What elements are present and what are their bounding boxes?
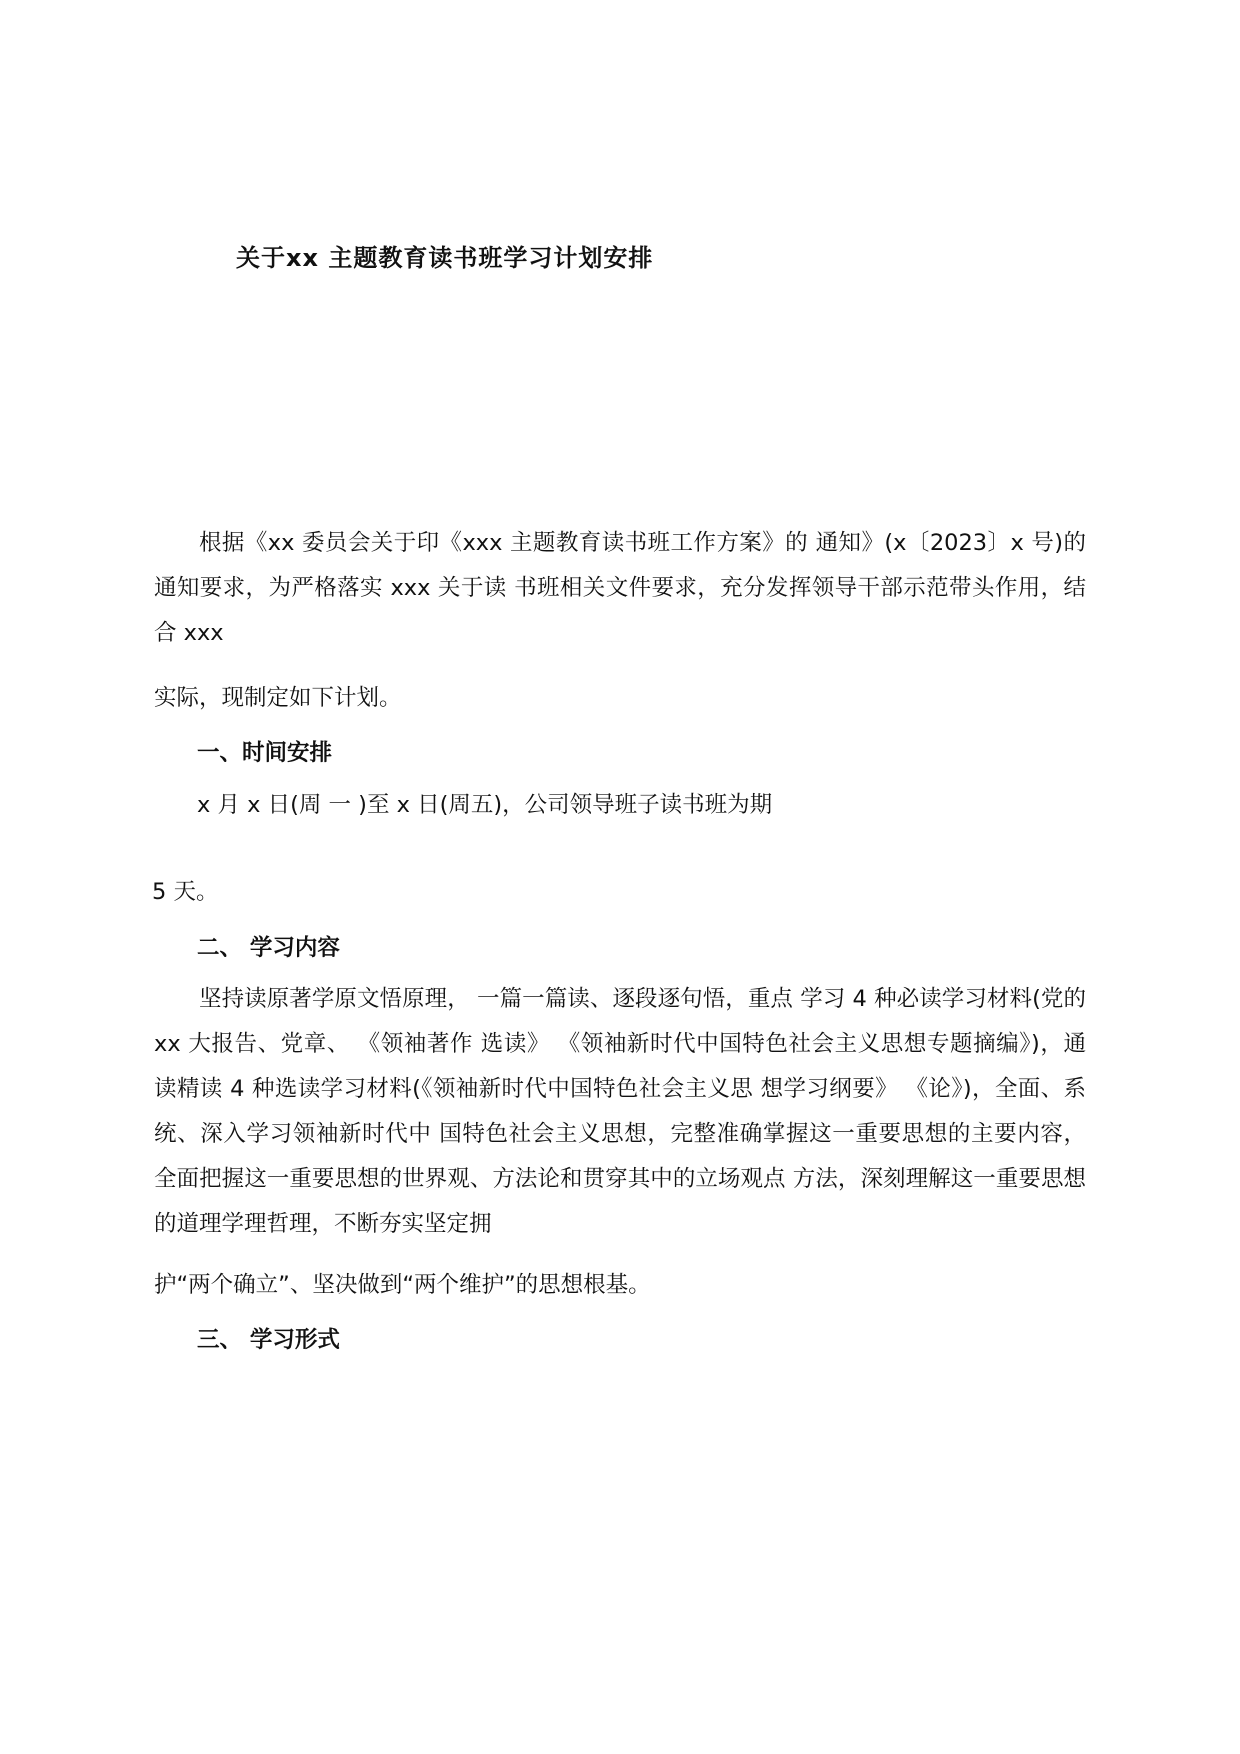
section-heading-format: 三、 学习形式 (197, 1327, 340, 1353)
content-paragraph: 坚持读原著学原文悟原理， 一篇一篇读、逐段逐句悟，重点 学习 4 种必读学习材料(党的 xx 大报告、党章、 《领袖著作 选读》 《领袖新时代中国特色社会主义思想专题摘编》)，通 读精读 4 种选读学习材料(《领袖新时代中国特色社会主义思 想学习纲要》 《论》)，全面、系统、深入学习领袖新时代中 国特色社会主义思想，完整准确掌握这一重要思想的主要内容， 全面把握这一重要思想的世界观、方法论和贯穿其中的立场观点 方法，深刻理解这一重要思想的道理学理哲理，不断夯实坚定拥 (154, 986, 1086, 1237)
content-continuation: 护“两个确立”、坚决做到“两个维护”的思想根基。 (154, 1272, 651, 1298)
document-title: 关于xx 主题教育读书班学习计划安排 (236, 244, 654, 272)
schedule-text: x 月 x 日(周 一 )至 x 日(周五)，公司领导班子读书班为期 (197, 792, 773, 818)
intro-paragraph: 根据《xx 委员会关于印《xxx 主题教育读书班工作方案》的 通知》(x〔2023〕x 号)的通知要求，为严格落实 xxx 关于读 书班相关文件要求，充分发挥领导干部示范带头作用，结合 xxx (154, 530, 1086, 646)
section-heading-content: 二、 学习内容 (197, 935, 340, 961)
intro-continuation: 实际，现制定如下计划。 (154, 685, 402, 711)
schedule-text-continuation: 5 天。 (152, 879, 219, 905)
section-heading-schedule: 一、时间安排 (197, 740, 333, 766)
